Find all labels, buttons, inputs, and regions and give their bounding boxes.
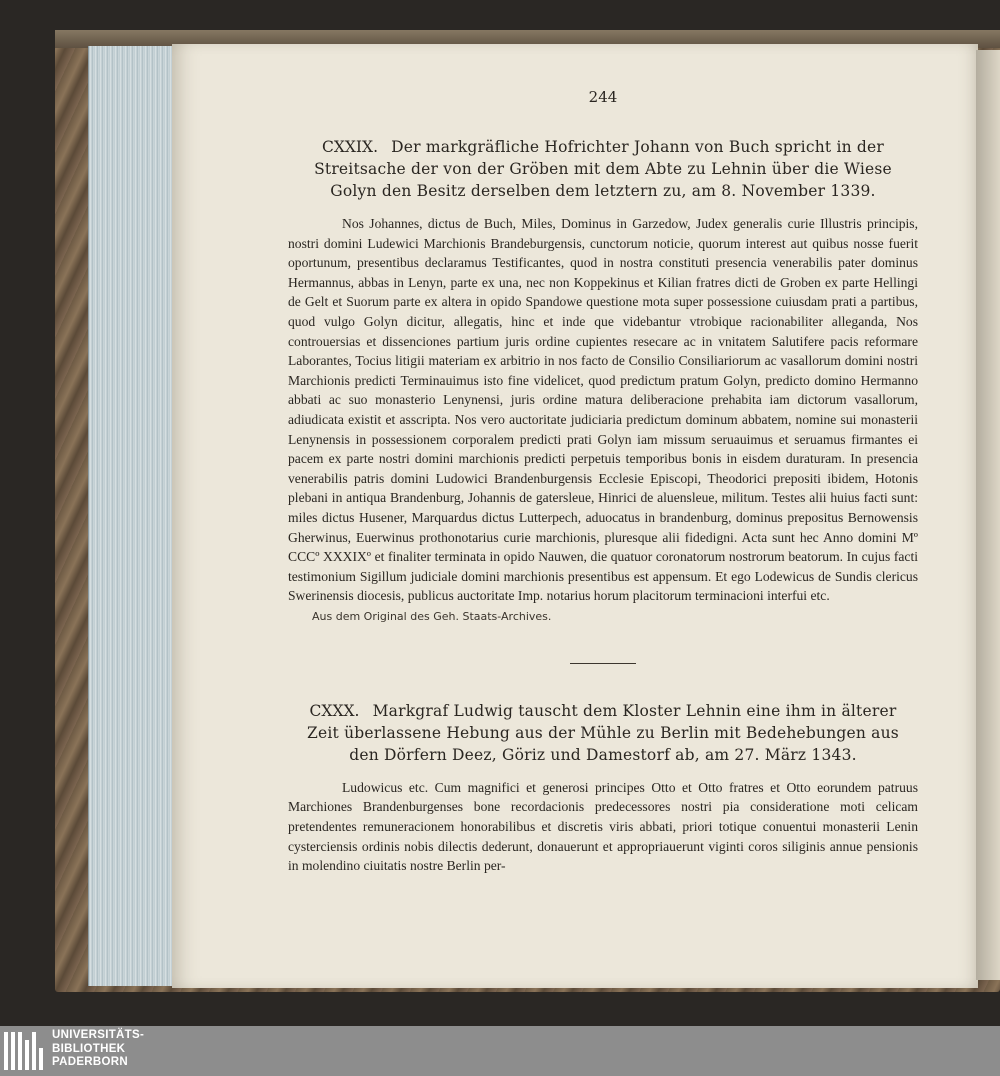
document-text: Nos Johannes, dictus de Buch, Miles, Dominus in Garzedow, Judex generalis curie Illustris principis, nostri domini Ludewici Marchionis Brandeburgensis, cunctorum noticie, quorum interest aut quibus nosse fuerit oportunum, presentibus declaramus Testificantes, quod in nostra constituti presencia venerabilis pater dominus Hermannus, abbas in Lenyn, parte ex una, nec non Koppekinus et Kilian fratres dicti de Groben ex parte Hellingi de Gelt et Suorum parte ex altera in opido Spandowe questione mota super possessione cuiusdam prati a partibus, quod vulgo Golyn dicitur, allegatis, hinc et inde que videbantur vtrobique racionabiliter alleganda, Nos controuersias et dissenciones partium juris ordine cupientes resecare ac in vnitatem Salutifere pacis reformare Laborantes, Tocius litigii materiam ex arbitrio in nos facto de Consilio Consiliariorum ac vasallorum domini nostri Marchionis predicti Terminauimus isto fine videlicet, quod predictum pratum Golyn, predicto domino Hermanno abbati ac suo monasterio Lenynensi, juris ordine matura deliberacione prehabita iam dictorum vasallorum, adiudicata existit et asscripta. Nos vero auctoritate judiciaria predictum dominum abbatem, nomine sui monasterii Lenynensis in possessionem corporalem predicti prati Golyn iam missum seruauimus et seruamus firmantes ei pacem ex parte nostri domini marchionis predicti perpetuis temporibus bonis in eisdem duraturam. In presencia venerabilis patris domini Ludowici Brandenburgensis Ecclesie Episcopi, Theodorici prepositi ibidem, Hotonis plebani in antiqua Brandenburg, Johannis de gatersleue, Hinrici de aluensleue, militum. Testes alii huius facti sunt: miles dictus Husener, Marquardus dictus Lutterpech, aduocatus in brandenburg, dominus prepositus Bernowensis Gherwinus, Euerwinus prothonotarius curie marchionis, pluresque alii fidedigni. Acta sunt hec Anno domini Mº CCCº XXXIXº et finaliter terminata in opido Nauwen, die quatuor coronatorum nostrorum beatorum. In cujus facti testimonium Sigillum judiciale domini marchionis presentibus est appensum. Et ego Lodewicus de Sundis clericus Swerinensis diocesis, publicus auctoritate Imp. notarius horum placitorum terminacioni interfui etc. — [288, 216, 918, 604]
document-number: CXXX. — [309, 701, 360, 720]
document-heading — [298, 700, 908, 766]
library-logo-icon — [4, 1030, 46, 1072]
library-name-line: PADERBORN — [52, 1056, 128, 1068]
library-footer-banner — [0, 1026, 1000, 1076]
library-name — [52, 1029, 144, 1070]
facing-page-edge — [976, 50, 1000, 980]
document-heading — [298, 136, 908, 202]
document-cxxx — [288, 700, 918, 876]
document-body — [288, 214, 918, 606]
page-number: 244 — [588, 88, 618, 106]
document-text: Ludowicus etc. Cum magnifici et generosi principes Otto et Otto fratres et Otto eorundem patruus Marchiones Brandenburgenses bone recordacionis predecessores nostri pia consideratione moti celicam pretendentes remuneracionem honorabilibus et discretis viris abbati, priori totique conuentui monasterii Lenin cysterciensis ordinis nobis dilectis dederunt, donauerunt et appropriauerunt viginti coros siliginis annue pensionis in molendino ciuitatis nostre Berlin per- — [288, 779, 918, 874]
library-name-line: UNIVERSITÄTS- — [52, 1029, 145, 1041]
document-body — [288, 778, 918, 876]
document-title: Markgraf Ludwig tauscht dem Kloster Lehnin eine ihm in älterer Zeit überlassene Hebung aus der Mühle zu Berlin mit Bedehebungen aus den Dörfern Deez, Göriz und Damestorf ab, am 27. März 1343. — [307, 701, 899, 764]
page-stack-edge — [88, 46, 175, 986]
library-name-line: BIBLIOTHEK — [52, 1042, 126, 1055]
document-number: CXXIX. — [321, 138, 378, 156]
page-content — [288, 88, 918, 876]
document-title: Der markgräfliche Hofrichter Johann von Buch spricht in der Streitsache der von der Gröben mit dem Abte zu Lehnin über die Wiese Golyn den Besitz derselben dem letztern zu, am 8. November 1339. — [314, 138, 892, 200]
section-divider — [570, 663, 636, 664]
document-cxxix — [288, 136, 918, 623]
source-note: Aus dem Original des Geh. Staats-Archives. — [312, 609, 552, 623]
